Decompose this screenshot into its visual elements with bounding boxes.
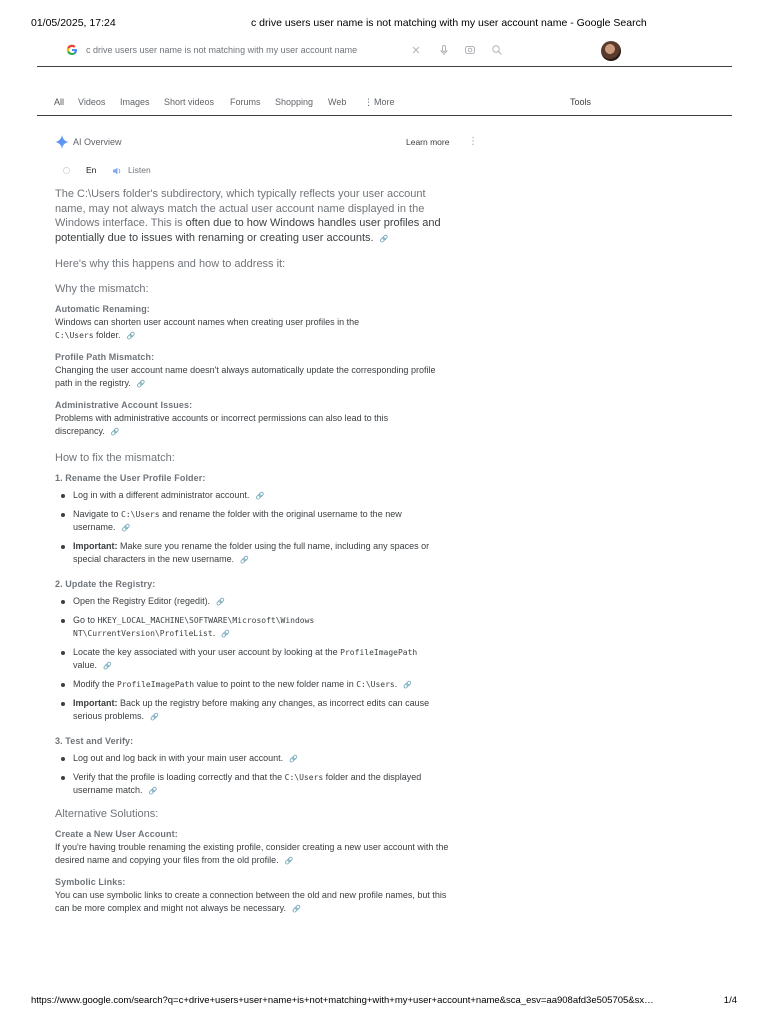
tab-shopping[interactable]: Shopping	[275, 97, 314, 107]
step3-list	[55, 752, 455, 798]
source-link-icon[interactable]: 🔗	[103, 663, 112, 670]
listen-button[interactable]: Listen	[128, 165, 151, 175]
avatar[interactable]	[601, 41, 621, 61]
ai-overview-content	[55, 187, 455, 916]
list-item: Log out and log back in with your main user account. 🔗	[55, 752, 455, 766]
search-icon[interactable]	[491, 44, 503, 56]
ai-overview-label: AI Overview	[73, 137, 122, 147]
para-automatic-renaming: Windows can shorten user account names when creating user profiles in the C:\Users folder. 🔗	[55, 317, 360, 340]
learn-more-link[interactable]: Learn more	[406, 137, 450, 147]
search-input[interactable]: c drive users user name is not matching with my user account name	[86, 45, 358, 55]
section-fix: How to fix the mismatch:	[55, 452, 175, 464]
tab-short-videos[interactable]: Short videos	[164, 97, 215, 107]
subhead-step1: 1. Rename the User Profile Folder:	[55, 473, 206, 483]
source-link-icon[interactable]: 🔗	[126, 333, 136, 340]
print-url: https://www.google.com/search?q=c+drive+users+user+name+is+not+matching+with+my+user+account+name&sca_esv=aa908afd3e505705&sx…	[31, 995, 654, 1006]
tab-videos[interactable]: Videos	[78, 97, 106, 107]
source-link-icon[interactable]: 🔗	[255, 493, 265, 500]
subhead-step3: 3. Test and Verify:	[55, 736, 134, 746]
tab-web[interactable]: Web	[328, 97, 347, 107]
para-symbolic-links: You can use symbolic links to create a connection between the old and new profile names, but this can be more complex and might not always be necessary. 🔗	[55, 890, 447, 913]
intro-followup: Here's why this happens and how to address it:	[55, 258, 286, 270]
source-link-icon[interactable]: 🔗	[284, 858, 294, 865]
tab-forums[interactable]: Forums	[230, 97, 261, 107]
tabs-divider	[37, 115, 732, 116]
list-item: Open the Registry Editor (regedit). 🔗	[55, 595, 455, 609]
list-item: Locate the key associated with your user account by looking at the ProfileImagePath value. 🔗	[55, 646, 455, 673]
intro-paragraph: The C:\Users folder's subdirectory, which typically reflects your user account name, may not always match the actual user account name displayed in the Windows interface. This is often due to how Windows handles user profiles and potentially due to issues with renaming or creating user accounts. 🔗	[55, 188, 441, 244]
source-link-icon[interactable]: 🔗	[291, 906, 301, 913]
subhead-automatic-renaming: Automatic Renaming:	[55, 304, 150, 314]
step2-list	[55, 595, 455, 724]
source-link-icon[interactable]: 🔗	[379, 235, 389, 243]
source-link-icon[interactable]: 🔗	[136, 381, 146, 388]
source-link-icon[interactable]: 🔗	[403, 682, 412, 689]
google-logo-icon	[66, 44, 78, 56]
clear-icon[interactable]	[410, 44, 422, 56]
source-link-icon[interactable]: 🔗	[221, 631, 230, 638]
list-item: Log in with a different administrator account. 🔗	[55, 489, 455, 503]
subhead-admin-issues: Administrative Account Issues:	[55, 400, 193, 410]
page-number: 1/4	[723, 995, 737, 1006]
tab-images[interactable]: Images	[120, 97, 150, 107]
section-alternatives: Alternative Solutions:	[55, 808, 159, 820]
search-bar[interactable]	[61, 40, 621, 62]
subhead-new-account: Create a New User Account:	[55, 829, 178, 839]
list-item: Important: Back up the registry before making any changes, as incorrect edits can cause serious problems. 🔗	[55, 697, 455, 724]
source-link-icon[interactable]: 🔗	[110, 429, 120, 436]
source-link-icon[interactable]: 🔗	[150, 714, 159, 721]
speaker-icon[interactable]	[112, 166, 122, 176]
source-link-icon[interactable]: 🔗	[121, 525, 131, 532]
step1-list	[55, 489, 455, 567]
para-new-account: If you're having trouble renaming the existing profile, consider creating a new user account with the desired name and copying your files from the old profile. 🔗	[55, 842, 449, 865]
section-why: Why the mismatch:	[55, 283, 149, 295]
tab-all[interactable]: All	[54, 97, 65, 107]
print-header	[31, 17, 737, 31]
para-profile-path: Changing the user account name doesn't always automatically update the corresponding profile path in the registry. 🔗	[55, 365, 436, 388]
more-menu-icon[interactable]: ⋮	[364, 97, 373, 107]
list-item: Modify the ProfileImagePath value to point to the new folder name in C:\Users. 🔗	[55, 678, 455, 692]
options-menu-icon[interactable]: ⋮	[468, 136, 478, 147]
source-link-icon[interactable]: 🔗	[289, 756, 298, 763]
list-item: Navigate to C:\Users and rename the folder with the original username to the new username. 🔗	[55, 508, 455, 535]
print-title: c drive users user name is not matching with my user account name - Google Search	[251, 17, 647, 29]
print-datetime: 01/05/2025, 17:24	[31, 17, 116, 29]
subhead-symbolic-links: Symbolic Links:	[55, 877, 126, 887]
source-link-icon[interactable]: 🔗	[240, 557, 249, 564]
para-admin-issues: Problems with administrative accounts or incorrect permissions can also lead to this discrepancy. 🔗	[55, 413, 389, 436]
source-link-icon[interactable]: 🔗	[216, 599, 225, 606]
tools-button[interactable]: Tools	[570, 97, 592, 107]
translate-icon[interactable]	[62, 166, 71, 175]
source-link-icon[interactable]: 🔗	[148, 788, 158, 795]
list-item: Verify that the profile is loading correctly and that the C:\Users folder and the displayed username match. 🔗	[55, 771, 455, 798]
ai-overview-header	[55, 135, 478, 149]
lens-icon[interactable]	[464, 44, 476, 56]
tab-more[interactable]: More	[374, 97, 395, 107]
list-item: Important: Make sure you rename the folder using the full name, including any spaces or special characters in the new username. 🔗	[55, 540, 455, 567]
microphone-icon[interactable]	[438, 44, 450, 56]
list-item: Go to HKEY_LOCAL_MACHINE\SOFTWARE\Microsoft\Windows NT\CurrentVersion\ProfileList. 🔗	[55, 614, 455, 641]
sparkle-icon	[55, 135, 69, 149]
header-divider	[37, 66, 732, 67]
language-toggle[interactable]: En	[86, 165, 97, 175]
subhead-profile-path: Profile Path Mismatch:	[55, 352, 155, 362]
subhead-step2: 2. Update the Registry:	[55, 579, 156, 589]
